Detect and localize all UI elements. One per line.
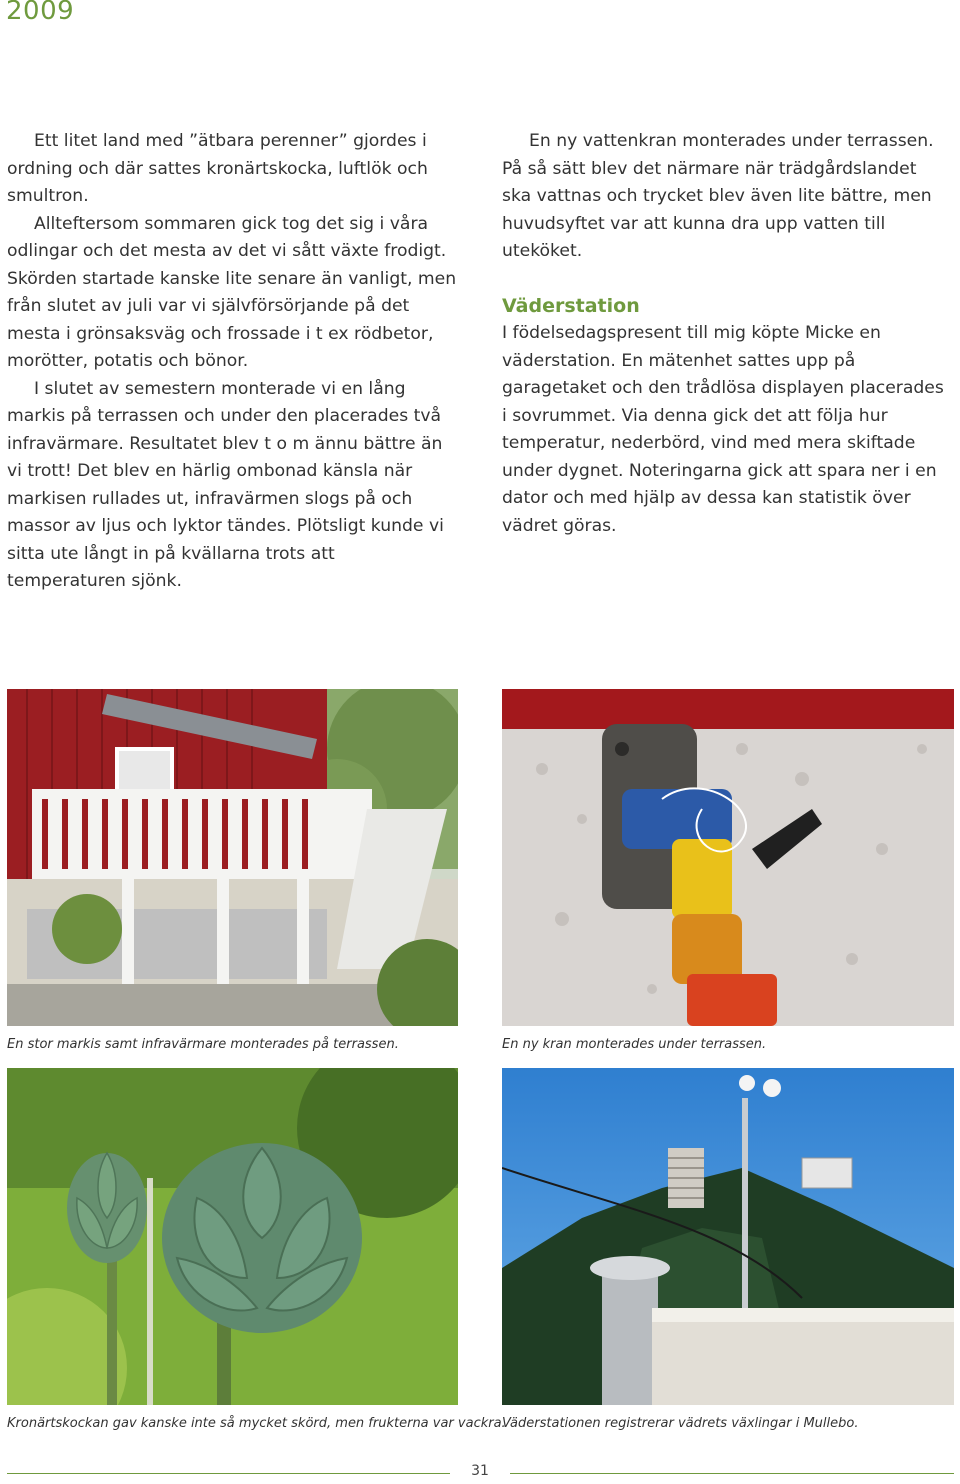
photo-caption: En ny kran monterades under terrassen.: [502, 1037, 767, 1052]
footer-rule-left: [7, 1473, 450, 1474]
water-tap-illustration: [502, 689, 954, 1026]
section-heading: Väderstation: [502, 294, 640, 317]
weather-station-photo: [502, 1068, 954, 1405]
water-tap-photo: [502, 689, 954, 1026]
paragraph: Allteftersom sommaren gick tog det sig i våra odlingar och det mesta av det vi sått växte frodigt. Skörden startade kanske lite senare än vanligt, men från slutet av juli var vi självförsörjande på det mesta i grönsaksväg och frossade i t ex rödbetor, morötter, potatis och bönor.: [7, 213, 457, 371]
terrace-illustration: [7, 689, 458, 1026]
left-text-column: [7, 128, 457, 596]
page-year: 2009: [6, 0, 75, 26]
page-number: 31: [471, 1463, 489, 1479]
paragraph: En ny vattenkran monterades under terrassen. På så sätt blev det närmare när trädgårdslandet ska vattnas och trycket blev även lite bättre, men huvudsyftet var att kunna dra upp vatten till uteköket.: [502, 131, 934, 261]
photo-caption: Kronärtskockan gav kanske inte så mycket skörd, men frukterna var vackra.: [7, 1416, 506, 1431]
right-text-column: [502, 128, 948, 540]
artichoke-photo: [7, 1068, 458, 1405]
paragraph: I födelsedagspresent till mig köpte Micke en väderstation. En mätenhet sattes upp på garagetaket och den trådlösa displayen placerades i sovrummet. Via denna gick det att följa hur temperatur, nederbörd, vind med mera skiftade under dygnet. Noteringarna gick att spara ner i en dator och med hjälp av dessa kan statistik över vädret göras.: [502, 323, 944, 536]
photo-caption: Väderstationen registrerar vädrets växlingar i Mullebo.: [502, 1416, 859, 1431]
terrace-photo: [7, 689, 458, 1026]
artichoke-illustration: [7, 1068, 458, 1405]
paragraph: I slutet av semestern monterade vi en lång markis på terrassen och under den placerades två infravärmare. Resultatet blev t o m ännu bättre än vi trott! Det blev en härlig ombonad känsla när markisen rullades ut, infravärmen slogs på och massor av ljus och lyktor tändes. Plötsligt kunde vi sitta ute långt in på kvällarna trots att temperaturen sjönk.: [7, 378, 444, 591]
photo-caption: En stor markis samt infravärmare monterades på terrassen.: [7, 1037, 399, 1052]
paragraph: Ett litet land med ”ätbara perenner” gjordes i ordning och där sattes kronärtskocka, luftlök och smultron.: [7, 131, 428, 206]
footer-rule-right: [510, 1473, 954, 1474]
weather-station-illustration: [502, 1068, 954, 1405]
